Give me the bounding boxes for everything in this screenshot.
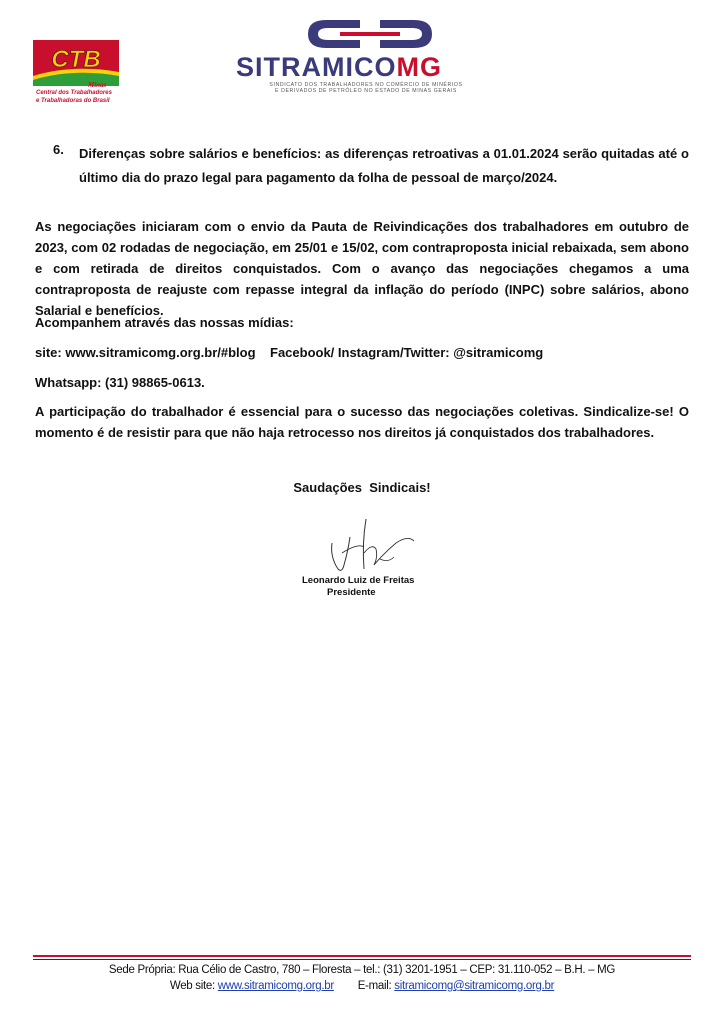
list-item-line-2: último dia do prazo legal para pagamento da folha de pessoal de março/2024. — [79, 170, 558, 185]
greeting: Saudações Sindicais! — [293, 480, 431, 495]
participation-paragraph: A participação do trabalhador é essencial para o sucesso das negociações coletivas. Sindicalize-se! O momento é de resistir para que não haja retrocesso nos direitos já conquistados dos trabalhadores. — [35, 404, 689, 440]
site-social-text: site: www.sitramicomg.org.br/#blog Facebook/ Instagram/Twitter: @sitramicomg — [35, 345, 544, 360]
union-emblem-icon — [300, 14, 440, 54]
union-subtitle-2: E DERIVADOS DE PETRÓLEO NO ESTADO DE MINAS GERAIS — [275, 88, 457, 94]
signer-name: Leonardo Luiz de Freitas — [302, 575, 415, 586]
ctb-tagline-2: e Trabalhadoras do Brasil — [36, 98, 110, 104]
ctb-tagline-1: Central dos Trabalhadores — [36, 90, 112, 96]
web-label: Web site: — [169, 980, 215, 992]
signer-role: Presidente — [327, 587, 376, 598]
email-link[interactable]: sitramicomg@sitramicomg.org.br — [394, 980, 555, 992]
list-item-line-1: Diferenças sobre salários e benefícios: as diferenças retroativas a 01.01.2024 serão quitadas até o — [79, 146, 689, 161]
website-link[interactable]: www.sitramicomg.org.br — [217, 980, 334, 992]
footer-address: Sede Própria: Rua Célio de Castro, 780 – Floresta – tel.: (31) 3201-1951 – CEP: 31.110-052 – B.H. – MG — [108, 964, 616, 976]
whatsapp-text: Whatsapp: (31) 98865-0613. — [35, 375, 205, 390]
union-subtitle-1: SINDICATO DOS TRABALHADORES NO COMÉRCIO DE MINÉRIOS — [269, 82, 463, 88]
union-name — [236, 52, 496, 83]
follow-media-text: Acompanhem através das nossas mídias: — [35, 315, 294, 330]
ctb-logo-text: CTB — [51, 46, 101, 73]
union-name-suffix: MG — [396, 52, 442, 82]
ctb-region: Minas — [88, 81, 107, 89]
negotiations-paragraph: As negociações iniciaram com o envio da Pauta de Reivindicações dos trabalhadores em outubro de 2023, com 02 rodadas de negociação, em 25/01 e 15/02, com contraproposta inicial rebaixada, sem abono e com retirada de direitos conquistados. Com o avanço das negociações chegamos a uma contraproposta de reajuste com repasse integral da inflação do período (INPC) sobre salários, abono Salarial e benefícios. — [35, 219, 689, 318]
footer-divider — [33, 955, 691, 957]
email-label: E-mail: — [357, 980, 392, 992]
handwritten-signature — [318, 513, 438, 577]
union-name-main: SITRAMICO — [236, 52, 397, 82]
footer-divider-thin — [33, 959, 691, 960]
list-item-number: 6. — [53, 142, 64, 157]
footer-contacts — [0, 980, 724, 992]
